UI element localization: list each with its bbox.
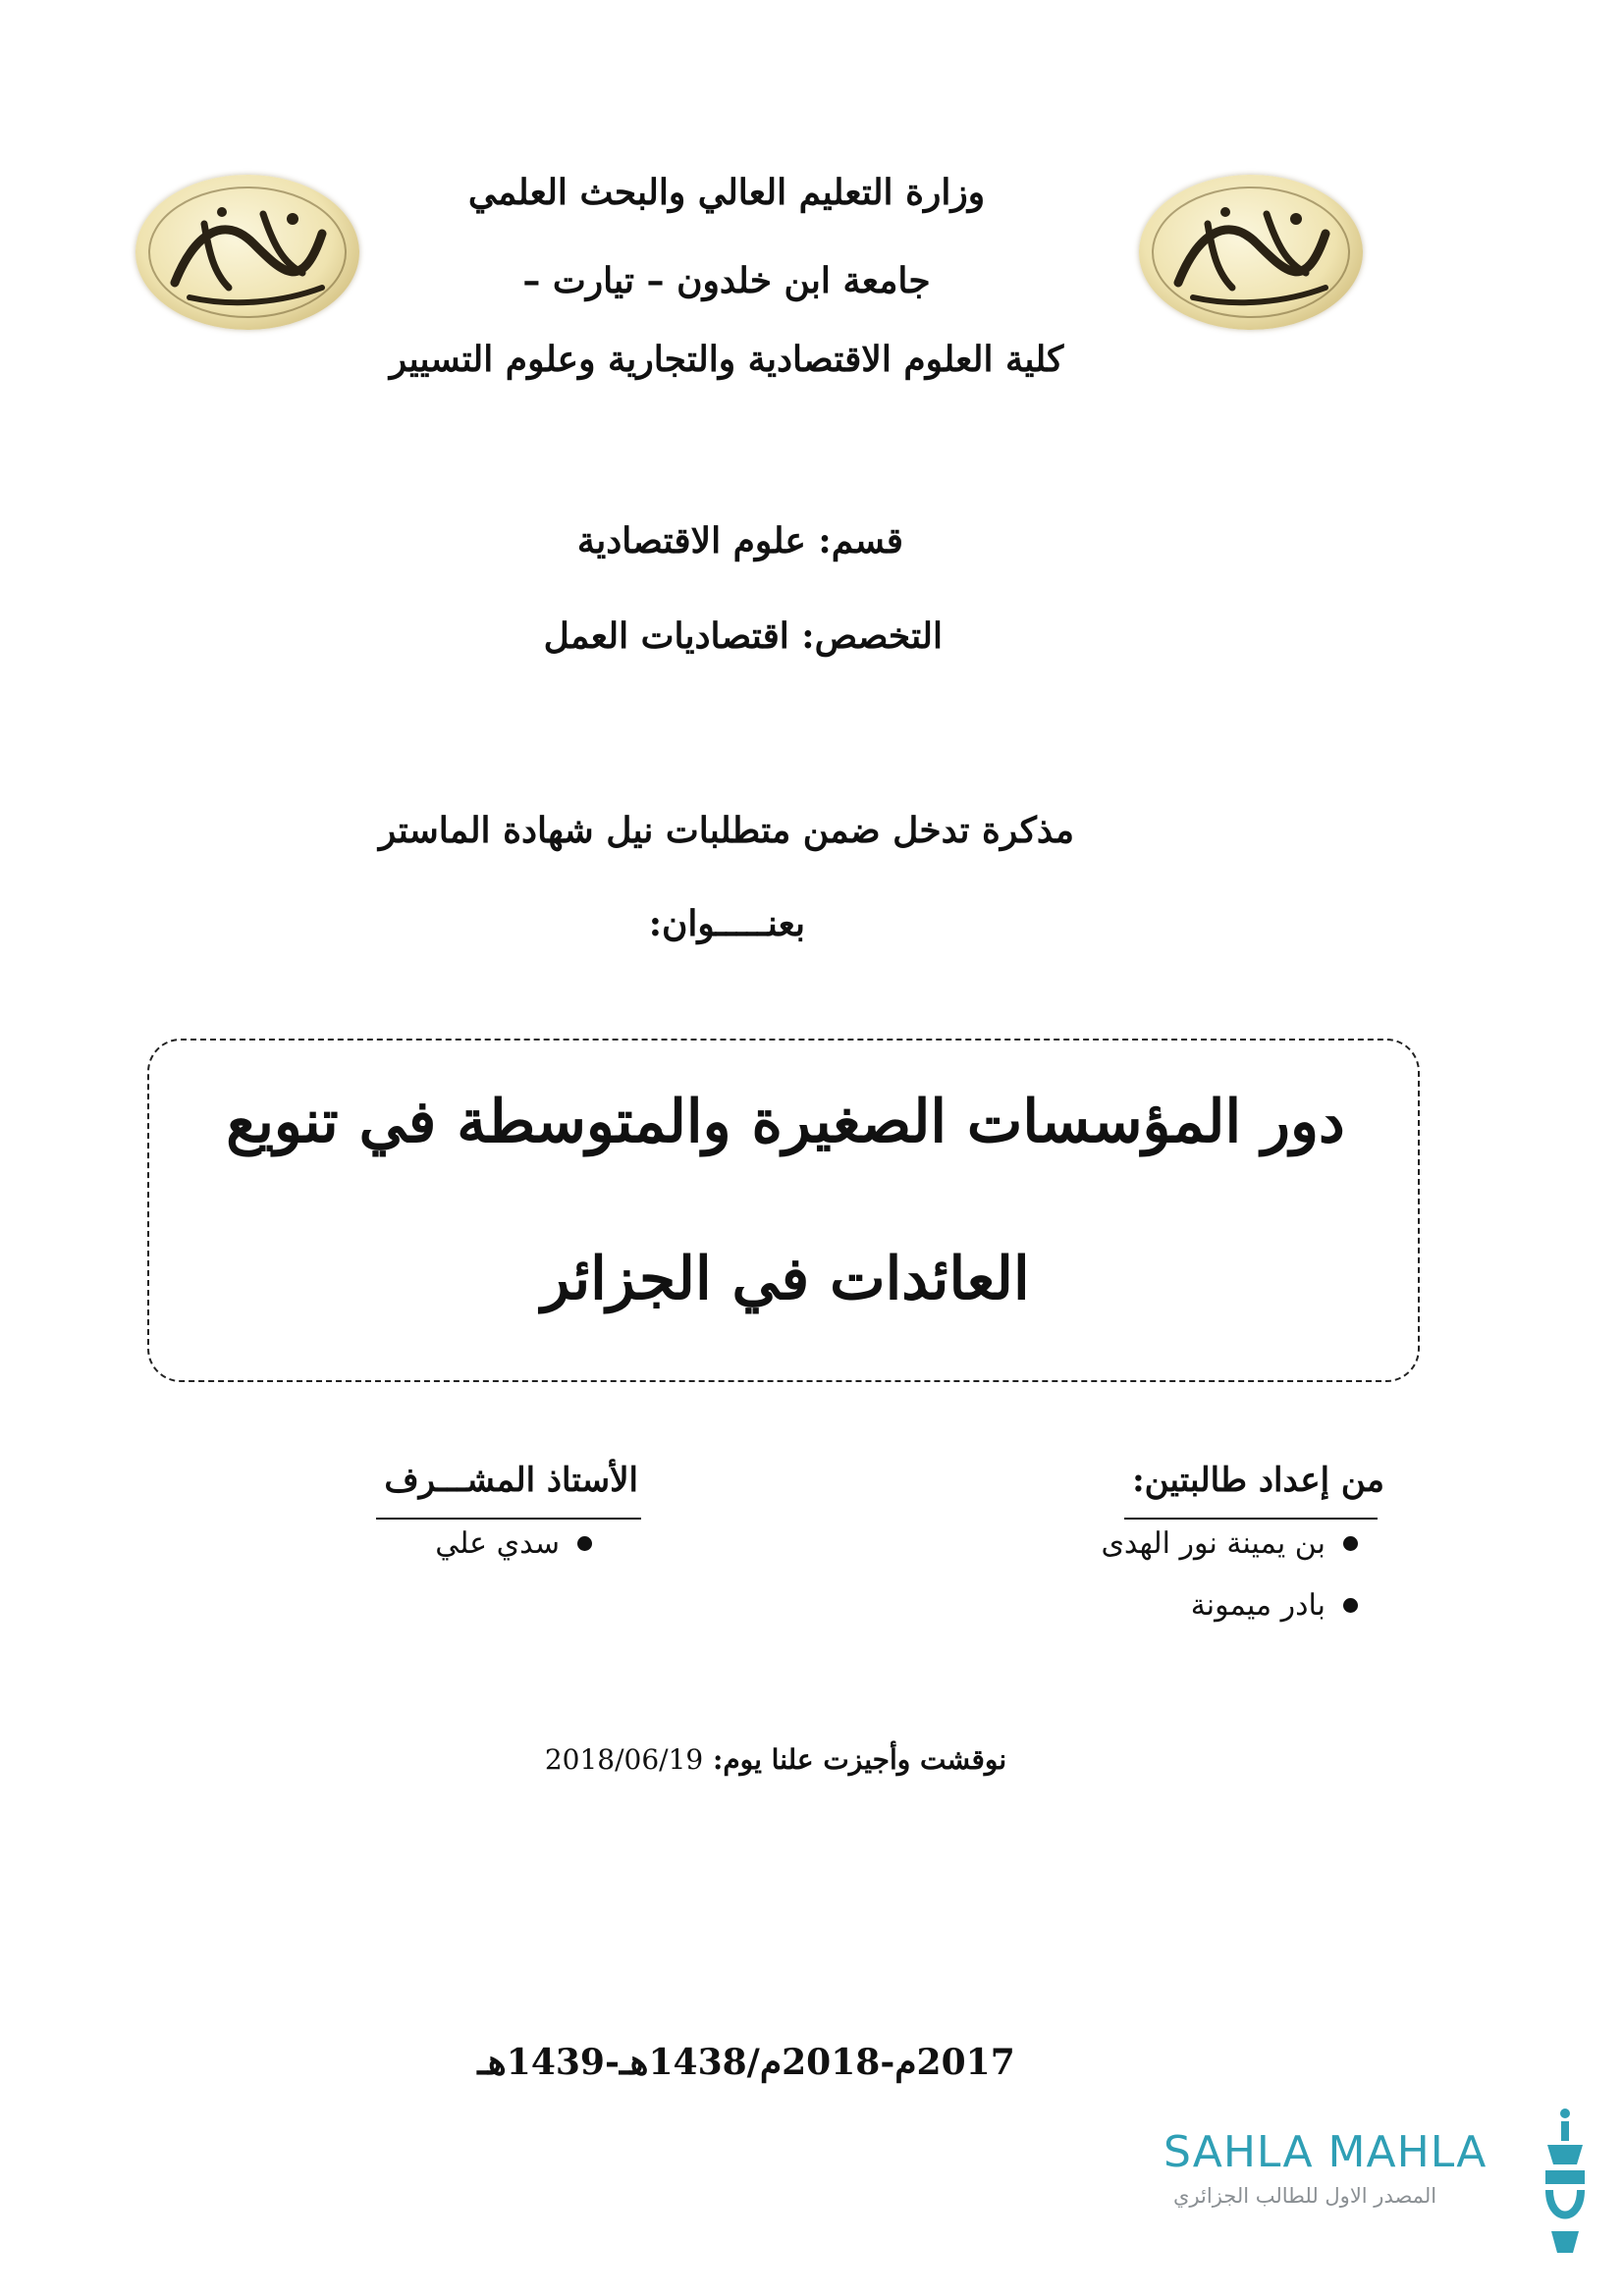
student-name: بن يمينة نور الهدى [1101, 1526, 1325, 1561]
sahla-mahla-watermark [1163, 2106, 1586, 2272]
university-seal-right [1139, 175, 1363, 330]
ministry-name: وزارة التعليم العالي والبحث العلمي [467, 172, 986, 213]
defense-line [530, 1743, 1021, 1776]
watermark-tagline: المصدر الاول للطالب الجزائري [1173, 2184, 1437, 2208]
supervisor-underline [376, 1518, 641, 1520]
faculty-name: كلية العلوم الاقتصادية والتجارية وعلوم التسيير [389, 339, 1064, 380]
student-item [1101, 1526, 1358, 1561]
thesis-title-line-2: العائدات في الجزائر [541, 1245, 1030, 1313]
defense-date: 2018/06/19 [544, 1743, 704, 1776]
memo-statement: مذكرة تدخل ضمن متطلبات نيل شهادة الماستر [378, 810, 1075, 851]
student-item [1191, 1588, 1358, 1623]
department: قسم: علوم الاقتصادية [576, 520, 903, 561]
seal-calligraphy-icon [135, 175, 359, 330]
prepared-by-underline [1124, 1518, 1378, 1520]
university-name: جامعة ابن خلدون – تيارت – [522, 260, 931, 301]
watermark-logo-icon [1542, 2106, 1589, 2263]
bullet-icon [577, 1536, 592, 1551]
academic-year: 2017م-2018م/1438هـ-1439هـ [477, 2042, 1015, 2083]
supervisor-label: الأستاذ المشـــرف [384, 1461, 638, 1500]
bullet-icon [1343, 1598, 1358, 1613]
watermark-brand: SAHLA MAHLA [1163, 2127, 1488, 2177]
prepared-by-label: من إعداد طالبتين: [1132, 1461, 1384, 1500]
seal-calligraphy-icon [1139, 175, 1363, 330]
bullet-icon [1343, 1536, 1358, 1551]
defense-label: نوقشت وأجيزت علنا يوم: [713, 1743, 1007, 1776]
title-label: بعنـــــوان: [648, 903, 805, 944]
university-seal-left [135, 175, 359, 330]
student-name: بادر ميمونة [1190, 1588, 1325, 1623]
thesis-title-line-1: دور المؤسسات الصغيرة والمتوسطة في تنويع [226, 1088, 1345, 1156]
supervisor-item [435, 1526, 592, 1561]
supervisor-name: سدي علي [435, 1526, 560, 1561]
specialization: التخصص: اقتصاديات العمل [543, 615, 943, 657]
